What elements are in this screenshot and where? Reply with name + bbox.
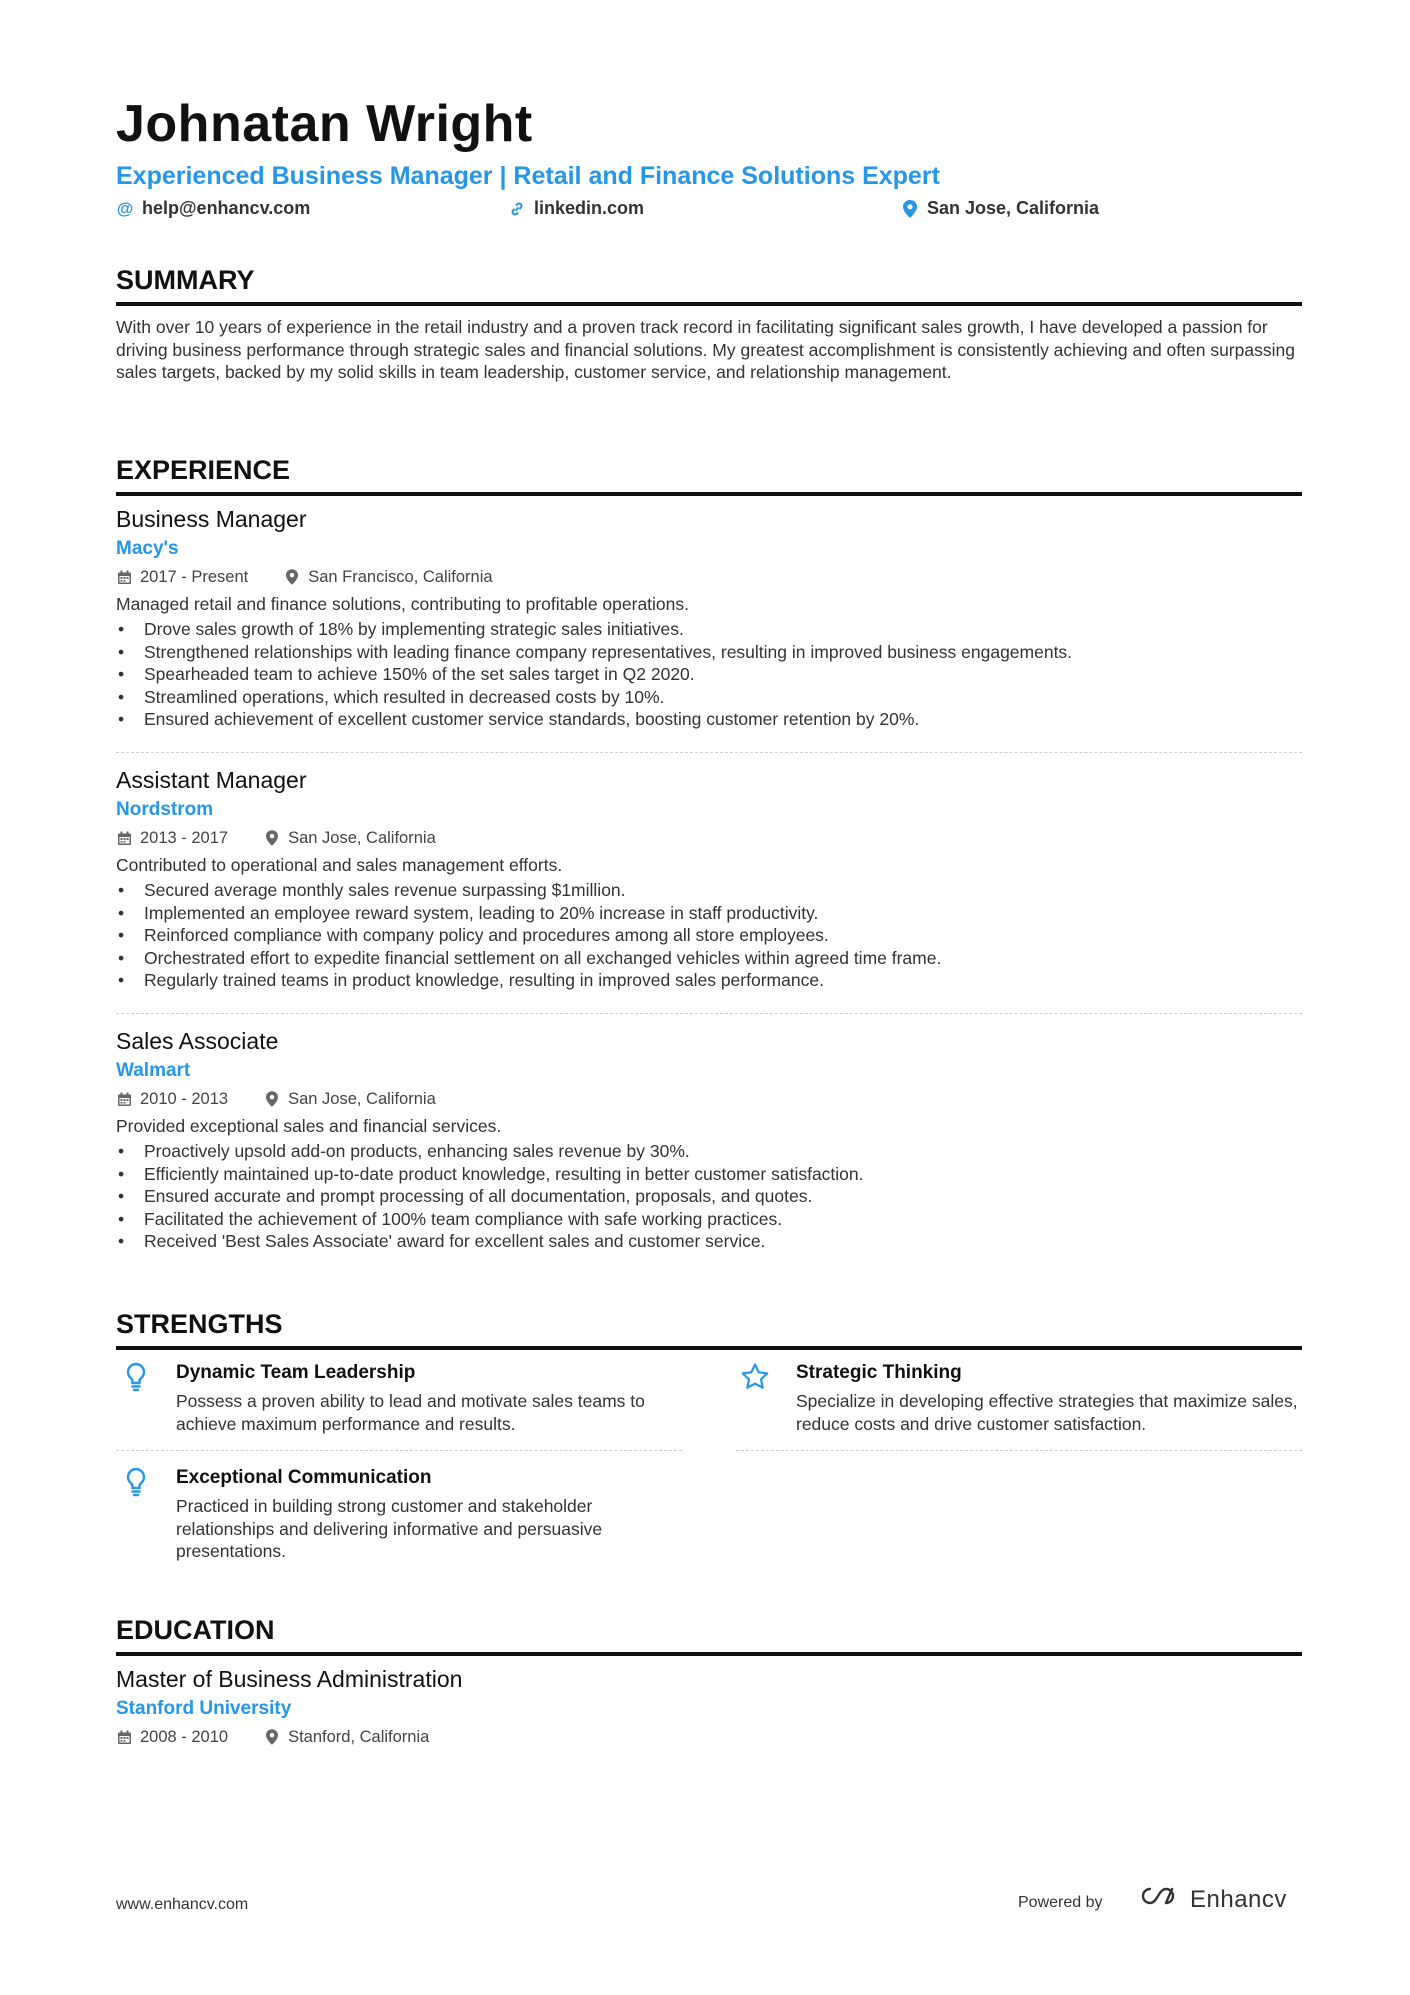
summary-heading: SUMMARY (116, 264, 1302, 306)
strength-name: Strategic Thinking (796, 1362, 962, 1383)
lightbulb-icon (124, 1362, 152, 1392)
lightbulb-icon (124, 1467, 152, 1497)
strengths-heading: STRENGTHS (116, 1308, 1302, 1350)
contact-bar (116, 198, 1302, 222)
candidate-name: Johnatan Wright (116, 95, 533, 153)
footer-url[interactable]: www.enhancv.com (116, 1896, 249, 1913)
divider (116, 1013, 1302, 1014)
experience-item (116, 504, 1302, 731)
link-icon (508, 200, 526, 218)
list-item: • Drove sales growth of 18% by implementing strategic sales initiatives. (116, 618, 1302, 641)
contact-email-text: help@enhancv.com (142, 198, 311, 218)
list-item: • Streamlined operations, which resulted in decreased costs by 10%. (116, 686, 1302, 709)
role-title: Business Manager (116, 506, 307, 532)
achievement-list (116, 879, 1302, 992)
strength-description: Possess a proven ability to lead and motivate sales teams to achieve maximum performance and results. (176, 1391, 645, 1434)
role-location: San Jose, California (288, 1090, 436, 1108)
list-item: • Secured average monthly sales revenue surpassing $1million. (116, 879, 1302, 902)
strength-name: Exceptional Communication (176, 1467, 432, 1488)
experience-heading: EXPERIENCE (116, 454, 1302, 496)
role-description: Managed retail and finance solutions, contributing to profitable operations. (116, 594, 690, 614)
experience-item (116, 1026, 1302, 1253)
list-item: • Reinforced compliance with company policy and procedures among all store employees. (116, 924, 1302, 947)
divider (116, 752, 1302, 753)
contact-location (901, 198, 1099, 219)
list-item: • Received 'Best Sales Associate' award for excellent sales and customer service. (116, 1230, 1302, 1253)
brand-name: Enhancv (1190, 1885, 1287, 1913)
location-pin-icon (901, 200, 919, 218)
company-name: Nordstrom (116, 799, 214, 820)
experience-item (116, 765, 1302, 992)
contact-location-text: San Jose, California (927, 198, 1100, 218)
list-item: • Strengthened relationships with leading finance company representatives, resulting in improved business engagements. (116, 641, 1302, 664)
powered-by-label: Powered by (1018, 1894, 1103, 1911)
strength-item (736, 1360, 1302, 1456)
list-item: • Ensured achievement of excellent customer service standards, boosting customer retention by 20%. (116, 708, 1302, 731)
location-pin-icon (264, 1091, 280, 1107)
location-pin-icon (284, 569, 300, 585)
divider (736, 1450, 1302, 1451)
achievement-list (116, 1140, 1302, 1253)
list-item: • Efficiently maintained up-to-date product knowledge, resulting in better customer satisfaction. (116, 1163, 1302, 1186)
location-pin-icon (264, 830, 280, 846)
calendar-icon (116, 569, 132, 585)
enhancv-logo-icon (1136, 1884, 1182, 1915)
strength-description: Specialize in developing effective strategies that maximize sales, reduce costs and drive customer satisfaction. (796, 1391, 1298, 1434)
calendar-icon (116, 830, 132, 846)
role-location: San Francisco, California (308, 568, 493, 586)
summary-text: With over 10 years of experience in the retail industry and a proven track record in facilitating significant sales growth, I have developed a passion for driving business performance through strategic sales and financial solutions. My greatest accomplishment is consistently achieving and often surpassing sales targets, backed by my solid skills in team leadership, customer service, and relationship management. (116, 317, 1295, 382)
contact-email[interactable] (116, 198, 310, 219)
school-name: Stanford University (116, 1698, 292, 1719)
role-meta (116, 564, 1302, 590)
role-dates: 2013 - 2017 (140, 829, 229, 847)
role-title: Assistant Manager (116, 767, 307, 793)
contact-linkedin-text: linkedin.com (534, 198, 645, 218)
list-item: • Ensured accurate and prompt processing of all documentation, proposals, and quotes. (116, 1185, 1302, 1208)
calendar-icon (116, 1091, 132, 1107)
achievement-list (116, 618, 1302, 731)
degree-title: Master of Business Administration (116, 1666, 463, 1692)
education-item (116, 1664, 1302, 1750)
location-pin-icon (264, 1729, 280, 1745)
brand-logo[interactable] (1136, 1884, 1287, 1915)
role-dates: 2017 - Present (140, 568, 249, 586)
list-item: • Orchestrated effort to expedite financial settlement on all exchanged vehicles within agreed time frame. (116, 947, 1302, 970)
role-title: Sales Associate (116, 1028, 279, 1054)
list-item: • Spearheaded team to achieve 150% of the set sales target in Q2 2020. (116, 663, 1302, 686)
role-meta (116, 1086, 1302, 1112)
list-item: • Proactively upsold add-on products, enhancing sales revenue by 30%. (116, 1140, 1302, 1163)
role-meta (116, 825, 1302, 851)
headline: Experienced Business Manager | Retail and Finance Solutions Expert (116, 162, 940, 190)
strength-item (116, 1465, 682, 1575)
divider (116, 1450, 682, 1451)
education-meta (116, 1724, 1302, 1750)
role-location: San Jose, California (288, 829, 436, 847)
contact-linkedin[interactable] (508, 198, 644, 219)
company-name: Walmart (116, 1060, 191, 1081)
list-item: • Facilitated the achievement of 100% team compliance with safe working practices. (116, 1208, 1302, 1231)
list-item: • Regularly trained teams in product knowledge, resulting in improved sales performance. (116, 969, 1302, 992)
education-heading: EDUCATION (116, 1614, 1302, 1656)
role-description: Provided exceptional sales and financial services. (116, 1116, 502, 1136)
education-location: Stanford, California (288, 1728, 430, 1746)
star-icon (744, 1362, 772, 1392)
role-dates: 2010 - 2013 (140, 1090, 229, 1108)
company-name: Macy's (116, 538, 179, 559)
calendar-icon (116, 1729, 132, 1745)
strength-name: Dynamic Team Leadership (176, 1362, 416, 1383)
strength-item (116, 1360, 682, 1456)
strength-description: Practiced in building strong customer and stakeholder relationships and delivering informative and persuasive presentations. (176, 1496, 603, 1562)
at-icon: @ (116, 198, 134, 218)
education-dates: 2008 - 2010 (140, 1728, 229, 1746)
list-item: • Implemented an employee reward system, leading to 20% increase in staff productivity. (116, 902, 1302, 925)
role-description: Contributed to operational and sales management efforts. (116, 855, 563, 875)
